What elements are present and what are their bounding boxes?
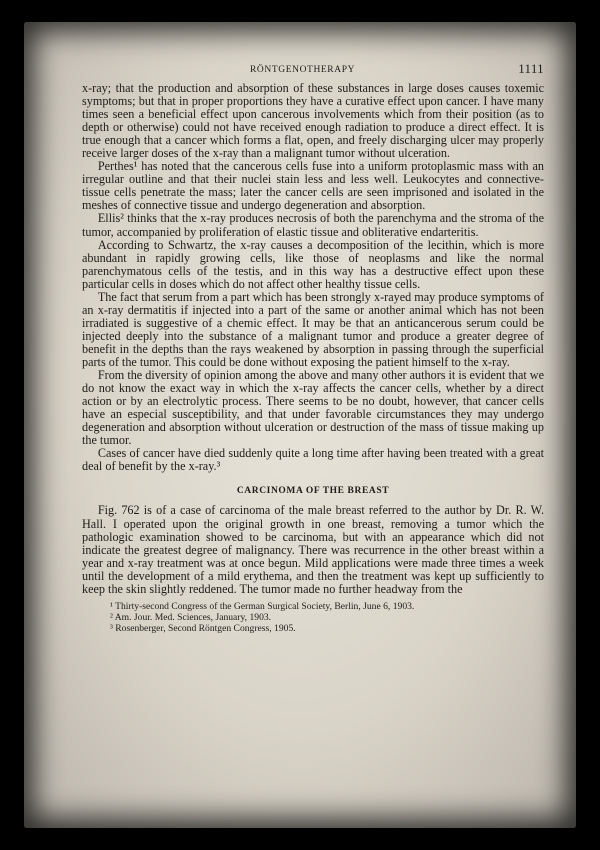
- paragraph-diversity: From the diversity of opinion among the above and many other authors it is evident that we do not know the exact way in which the x-ray affects the cancer cells, whether by a direct action or by an electrolytic process. There seems to be no doubt, however, that cancer cells have an especial susceptibility, and that under favorable circumstances they may undergo degeneration and absorption without ulceration or destruction of the mass of tissue making up the tumor.: [82, 368, 544, 448]
- page-number: 1111: [518, 61, 544, 76]
- footnote-3: ³ Rosenberger, Second Röntgen Congress, 1905.: [110, 622, 296, 634]
- paragraph-continued: x-ray; that the production and absorption of these substances in large doses causes toxemic symptoms; but that in proper proportions they have a curative effect upon cancer. I have many times seen a beneficial effect upon cancerous involvements which from their position (as to depth or otherwise) could not have received enough radiation to produce a direct effect. It is true enough that a cancer which forms a flat, open, and freely discharging ulcer may properly receive larger doses of the x-ray than a malignant tumor without ulceration.: [82, 81, 544, 161]
- paragraph-fig-762: Fig. 762 is of a case of carcinoma of the male breast referred to the author by Dr. R. W. Hall. I operated upon the original growth in one breast, removing a tumor which the pathologic examination showed to be carcinoma, but with an appearance which did not indicate the greatest degree of malignancy. There was recurrence in the other breast within a year and x-ray treatment was at once begun. Mild applications were made three times a week until the development of a mild erythema, and then the treatment was kept up sufficiently to keep the skin slightly reddened. The tumor made no further headway from the: [82, 503, 544, 596]
- footnote-1: ¹ Thirty-second Congress of the German Surgical Society, Berlin, June 6, 1903.: [110, 600, 415, 612]
- footnotes: [82, 601, 544, 634]
- paragraph-ellis: Ellis² thinks that the x-ray produces necrosis of both the parenchyma and the stroma of the tumor, accompanied by proliferation of elastic tissue and obliterative endarteritis.: [82, 211, 544, 239]
- paragraph-sudden-death: Cases of cancer have died suddenly quite a long time after having been treated with a great deal of benefit by the x-ray.³: [82, 446, 544, 474]
- footnote-2: ² Am. Jour. Med. Sciences, January, 1903.: [110, 611, 272, 623]
- running-header: [82, 62, 544, 78]
- running-title: RÖNTGENOTHERAPY: [250, 65, 356, 75]
- paragraph-perthes: Perthes¹ has noted that the cancerous cells fuse into a uniform protoplasmic mass with an irregular outline and that their nuclei stain less and less well. Leukocytes and connective-tissue cells penetrate the mass; later the cancer cells are seen imprisoned and isolated in the meshes of connective tissue and undergo degeneration and absorption.: [82, 159, 544, 213]
- book-page: [24, 22, 576, 828]
- paragraph-serum: The fact that serum from a part which has been strongly x-rayed may produce symptoms of an x-ray dermatitis if injected into a part of the same or another animal which has not been irradiated is suggestive of a chemic effect. It may be that an anticancerous serum could be injected deeply into the substance of a malignant tumor and produce a greater degree of benefit in the depths than the rays weakened by absorption in passing through the superficial parts of the tumor. This could be done without exposing the patient himself to the x-ray.: [82, 289, 544, 369]
- section-heading: CARCINOMA OF THE BREAST: [236, 486, 390, 497]
- paragraph-schwartz: According to Schwartz, the x-ray causes a decomposition of the lecithin, which is more abundant in rapidly growing cells, like those of neoplasms and like the normal parenchymatous cells of the testis, and in this way has a destructive effect upon these particular cells in doses which do not affect other healthy tissue cells.: [82, 237, 544, 291]
- page-content: [82, 62, 544, 634]
